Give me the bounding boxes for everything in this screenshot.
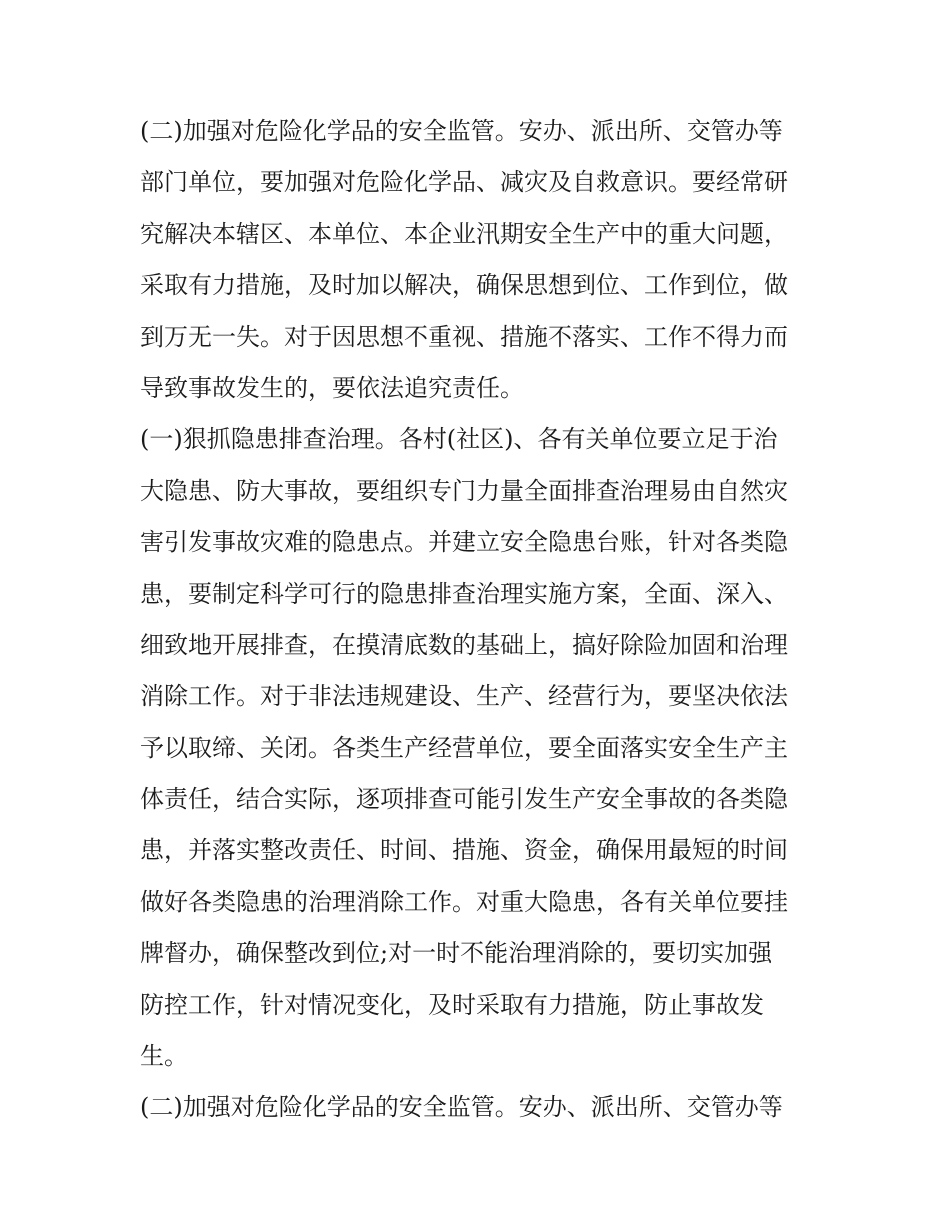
document-body	[140, 106, 812, 1134]
text-line: (一)狠抓隐患排查治理。各村(社区)、各有关单位要立足于治	[140, 425, 778, 454]
text-line: 细致地开展排查，在摸清底数的基础上，搞好除险加固和治理	[140, 630, 788, 659]
text-line: 体责任，结合实际，逐项排查可能引发生产安全事故的各类隐	[140, 785, 788, 814]
paragraph-hazardous-chemicals-2	[140, 1082, 812, 1133]
text-line: 予以取缔、关闭。各类生产经营单位，要全面落实安全生产主	[140, 733, 788, 762]
text-line: 做好各类隐患的治理消除工作。对重大隐患，各有关单位要挂	[140, 887, 788, 916]
text-line: (二)加强对危险化学品的安全监管。安办、派出所、交管办等	[140, 1093, 783, 1122]
text-line: 大隐患、防大事故，要组织专门力量全面排查治理易由自然灾	[140, 476, 788, 505]
text-line: (二)加强对危险化学品的安全监管。安办、派出所、交管办等	[140, 117, 783, 145]
text-line: 牌督办，确保整改到位;对一时不能治理消除的，要切实加强	[140, 939, 773, 968]
paragraph-hazard-inspection	[140, 414, 812, 1082]
text-line: 究解决本辖区、本单位、本企业汛期安全生产中的重大问题，	[140, 219, 788, 248]
text-line: 部门单位，要加强对危险化学品、减灾及自救意识。要经常研	[140, 168, 788, 197]
text-line: 患，要制定科学可行的隐患排查治理实施方案，全面、深入、	[140, 579, 788, 608]
text-line: 消除工作。对于非法违规建设、生产、经营行为，要坚决依法	[140, 682, 788, 711]
text-line: 防控工作，针对情况变化，及时采取有力措施，防止事故发	[140, 990, 764, 1019]
paragraph-hazardous-chemicals-1	[140, 106, 812, 414]
text-line: 到万无一失。对于因思想不重视、措施不落实、工作不得力而	[140, 322, 788, 351]
text-line: 生。	[140, 1042, 188, 1071]
text-line: 导致事故发生的，要依法追究责任。	[140, 373, 524, 402]
text-line: 采取有力措施，及时加以解决，确保思想到位、工作到位，做	[140, 271, 788, 300]
text-line: 害引发事故灾难的隐患点。并建立安全隐患台账，针对各类隐	[140, 528, 788, 557]
text-line: 患，并落实整改责任、时间、措施、资金，确保用最短的时间	[140, 836, 788, 865]
